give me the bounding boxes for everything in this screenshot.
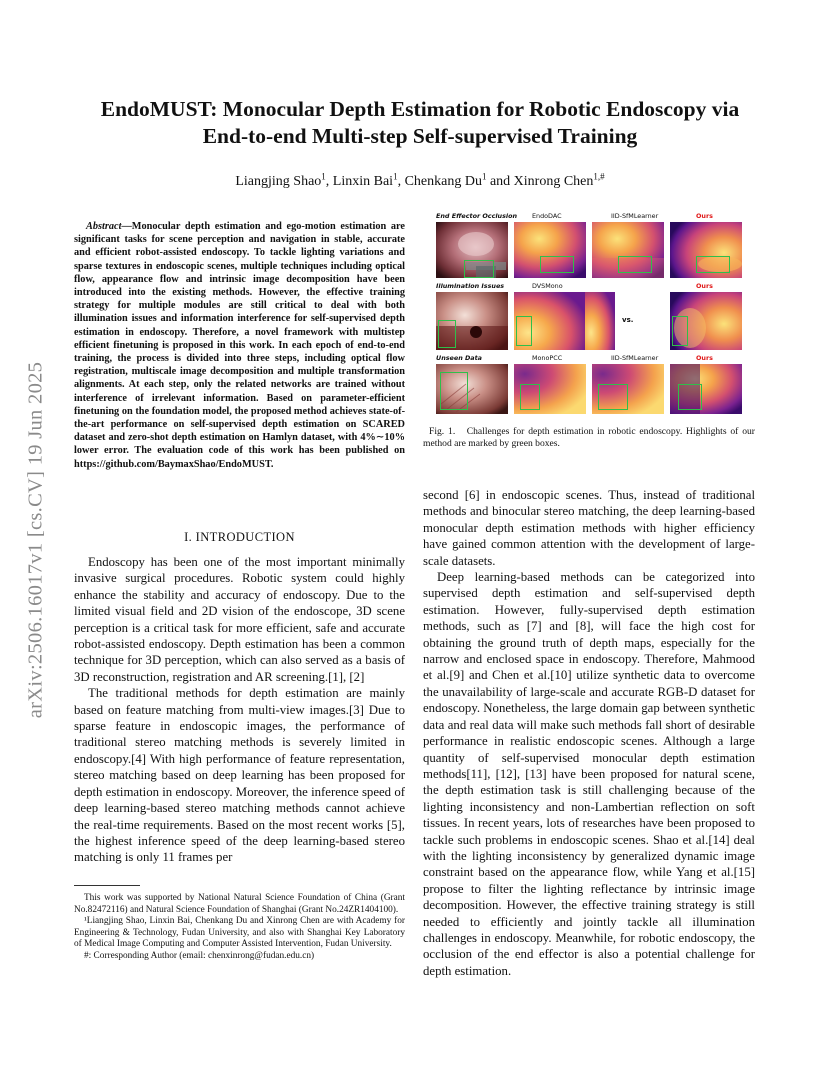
depth-map [592, 364, 664, 414]
paragraph: The traditional methods for depth estimation are mainly based on feature matching from multi-view images.[3] Due to sparse feature in endoscopic images, the performance of traditional stereo matching methods is severely limited in endoscopy.[4] With high performance of feature representation, stereo matching based on deep learning has been proposed for depth estimation in endoscopy. Moreover, the inference speed of deep learning-based stereo matching methods cannot achieve the real-time requirements. Based on the most recent works [5], the highest inference speed of the deep learning-based stereo matching is only 11 frames per [74, 686, 405, 865]
method-label: EndoDAC [532, 212, 562, 220]
footnote: This work was supported by National Natural Science Foundation of China (Grant No.82472116) and Natural Science Foundation of Shanghai (Grant No.24ZR1404100). [74, 893, 405, 915]
paragraph: second [6] in endoscopic scenes. Thus, instead of traditional methods and binocular stereo matching, the deep learning-based monocular depth estimation methods with higher efficiency have gained common attention with the development of large-scale datasets. [423, 488, 755, 568]
arxiv-id: arXiv:2506.16017v1 [cs.CV] 19 Jun 2025 [24, 361, 47, 719]
method-label: IID-SfMLearner [611, 212, 659, 220]
method-label-ours: Ours [696, 212, 713, 220]
highlight-box [672, 316, 688, 346]
author: Liangjing Shao$^1$, [235, 171, 333, 189]
footnote: #: Corresponding Author (email: chenxinrong@fudan.edu.cn) [84, 950, 315, 961]
right-column-text [423, 487, 755, 979]
abstract-text: Monocular depth estimation and ego-motion estimation are significant tasks for scene perception and navigation in stable, accurate and efficient robot-assisted endoscopy. To tackle lighting variations and sparse textures in endoscopic scenes, multiple techniques including optical flow, appearance flow and intrinsic image decomposition have been introduced into the existing methods. However, the effective training strategy for multiple modules are still critical to deal with both illumination issues and information interference for self-supervised depth estimation in endoscopy. Therefore, a novel framework with multistep efficient finetuning is proposed in this work. In each epoch of end-to-end training, the process is divided into three steps, including optical flow registration, multiscale image decomposition and multiple transformation alignments. At each step, only the related networks are trained without interference of irrelevant information. Based on parameter-efficient finetuning on the foundation model, the proposed method achieves state-of-the-art performance on self-supervised depth estimation on SCARED dataset and zero-shot depth estimation on Hamlyn dataset, with 4%∼10% lower error. The evaluation code of this work has been published on https://github.com/BaymaxShao/EndoMUST. [74, 221, 405, 470]
highlight-box [598, 384, 628, 410]
section-heading: I. INTRODUCTION [184, 530, 295, 544]
arxiv-stamp [24, 300, 47, 780]
highlight-box [696, 256, 730, 273]
author: Xinrong Chen$^{1,\#}$ [513, 171, 605, 189]
footnote: ¹Liangjing Shao, Linxin Bai, Chenkang Du and Xinrong Chen are with Academy for Engineering & Technology, Fudan University, and also with Shanghai Key Laboratory of Medical Image Computing and Computer Assisted Intervention, Fudan University. [74, 916, 405, 950]
method-label: DVSMono [532, 282, 563, 290]
highlight-box [438, 320, 456, 348]
method-label-ours: Ours [696, 354, 713, 362]
highlight-box [516, 316, 532, 346]
caption-text: Challenges for depth estimation in robotic endoscopy. Highlights of our method are marked by green boxes. [423, 426, 755, 449]
endoscopic-image [436, 222, 508, 278]
footnotes [74, 893, 405, 963]
author: Chenkang Du$^1$ and [404, 171, 514, 189]
highlight-box [678, 384, 702, 410]
depth-map [514, 292, 586, 350]
method-label: MonoPCC [532, 354, 563, 362]
method-label-ours: Ours [696, 282, 713, 290]
caption-label: Fig. 1. [429, 426, 456, 437]
depth-map [670, 364, 742, 414]
row-label-unseen: Unseen Data [436, 354, 482, 362]
highlight-box [440, 372, 468, 410]
row-label-illumination: Illumination Issues [436, 282, 505, 290]
depth-map [585, 292, 615, 350]
depth-map [670, 292, 742, 350]
depth-map [514, 364, 586, 414]
intro-text [74, 554, 405, 866]
figure-1 [436, 210, 746, 415]
row-label-occlusion: End Effector Occlusion [436, 212, 518, 220]
depth-map [514, 222, 586, 278]
abstract-label: Abstract [86, 221, 122, 232]
depth-map [670, 222, 742, 278]
paper-title: EndoMUST: Monocular Depth Estimation for Robotic Endoscopy via End-to-end Multi-step Self-supervised Training [100, 97, 740, 148]
highlight-box [618, 256, 652, 273]
method-label: IID-SfMLearner [611, 354, 659, 362]
author: Linxin Bai$^1$, [332, 171, 405, 189]
depth-map [592, 222, 664, 278]
figure-caption [423, 426, 755, 450]
paragraph: Endoscopy has been one of the most important minimally invasive surgical procedures. Robotic system could highly enhance the stability and accuracy of endoscopy. Due to the limited visual field and 2D vision of the endoscope, 3D scene perception is a critical task for more efficient, safe and accurate robot-assisted endoscopy. Depth estimation has been a common technique for 3D perception, which can also served as a basis of 3D reconstruction, registration and AR screening.[1], [2] [74, 555, 405, 684]
paragraph: Deep learning-based methods can be categorized into supervised depth estimation and self-supervised depth estimation. However, fully-supervised depth estimation methods, such as [7] and [8], will face the high cost for obtaining the ground truth of depth maps, especially for the narrow and enclosed space in endoscopy. Therefore, Mahmood et al.[9] and Chen et al.[10] utilize synthetic data to overcome the unavailability of large-scale and accurate RGB-D dataset for endoscopy. Nonetheless, the large domain gap between synthetic data and real data will make such methods fall short of desirable performance in realistic endoscopic scenes. Although a large quantity of self-supervised monocular depth estimation methods[11], [12], [13] have been proposed for natural scene, the depth estimation task is still challenging because of the lighting inconsistency and non-Lambertian reflection on soft tissues. In recent years, lots of researches have been proposed to tackle such problems in endoscopic scenes. Shao et al.[14] deal with the lighting inconsistency by generalized dynamic image constraint based on the appearance flow, while Yang et al.[15] propose to filter the lighting reflectance by intrinsic image decomposition. However, the effective training strategy is still needed to efficiently and jointly tackle all illumination challenges in endoscopy. Meanwhile, for robotic endoscopy, the occlusion of the end effector is also a potential challenge for depth estimation. [423, 570, 755, 978]
footnote-rule [74, 885, 140, 886]
highlight-box [520, 384, 540, 410]
highlight-box [540, 256, 574, 273]
endoscopic-image [436, 292, 508, 350]
highlight-box [464, 260, 494, 278]
vs-label: vs. [622, 316, 634, 324]
abstract: Abstract—Monocular depth estimation and ego-motion estimation are significant tasks for scene perception and navigation in stable, accurate and efficient robot-assisted endoscopy. To tackle lighting variations and sparse textures in endoscopic scenes, multiple techniques including optical flow, appearance flow and intrinsic image decomposition have been introduced into the existing methods. However, the effective training strategy for multiple modules are still critical to deal with both illumination issues and information interference for self-supervised depth estimation in endoscopy. Therefore, a novel framework with multistep efficient finetuning is proposed in this work. In each epoch of end-to-end training, the process is divided into three steps, including optical flow registration, multiscale image decomposition and multiple transformation alignments. At each step, only the related networks are trained without interference of irrelevant information. Based on parameter-efficient finetuning on the foundation model, the proposed method achieves state-of-the-art performance on self-supervised depth estimation on SCARED dataset and zero-shot depth estimation on Hamlyn dataset, with 4%∼10% lower error. The evaluation code of this work has been published on https://github.com/BaymaxShao/EndoMUST. [74, 221, 405, 470]
endoscopic-image [436, 364, 508, 414]
author-list [80, 171, 760, 190]
